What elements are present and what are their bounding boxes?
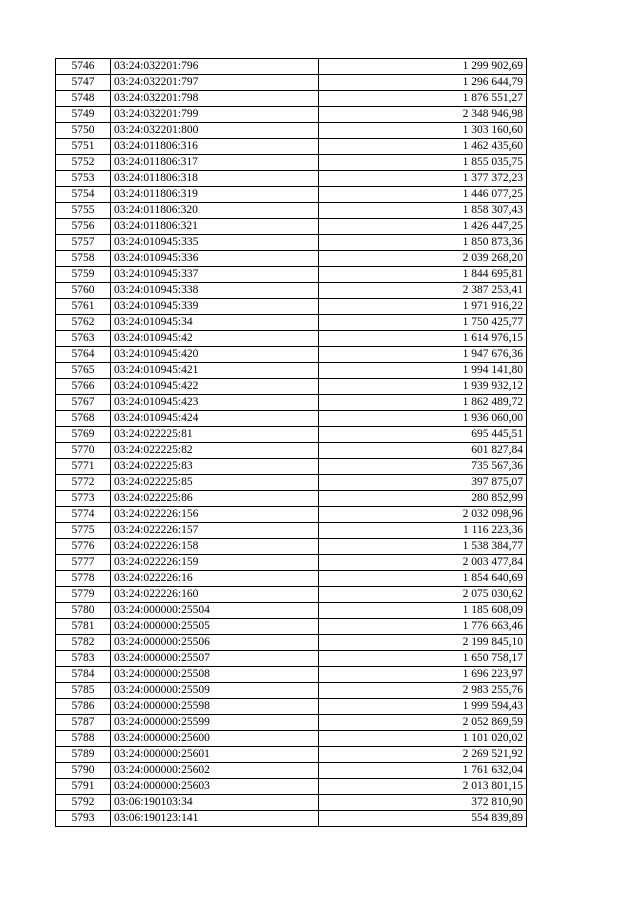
cadastral-number-cell: 03:24:000000:25506 (111, 635, 319, 651)
table-row (56, 331, 527, 347)
row-number-cell: 5774 (56, 507, 111, 523)
table-row (56, 235, 527, 251)
row-number-cell: 5755 (56, 203, 111, 219)
table-row (56, 107, 527, 123)
table-row (56, 731, 527, 747)
cadastral-number-cell: 03:24:022225:81 (111, 427, 319, 443)
row-number-cell: 5747 (56, 75, 111, 91)
cadastral-value-cell: 1 858 307,43 (319, 203, 527, 219)
cadastral-value-cell: 1 296 644,79 (319, 75, 527, 91)
cadastral-value-cell: 1 614 976,15 (319, 331, 527, 347)
cadastral-value-cell: 1 844 695,81 (319, 267, 527, 283)
row-number-cell: 5791 (56, 779, 111, 795)
table-row (56, 443, 527, 459)
table-row (56, 459, 527, 475)
cadastral-number-cell: 03:24:022226:158 (111, 539, 319, 555)
row-number-cell: 5776 (56, 539, 111, 555)
table-row (56, 747, 527, 763)
cadastral-number-cell: 03:06:190103:34 (111, 795, 319, 811)
table-row (56, 539, 527, 555)
cadastral-number-cell: 03:24:011806:318 (111, 171, 319, 187)
table-row (56, 667, 527, 683)
cadastral-number-cell: 03:24:011806:317 (111, 155, 319, 171)
row-number-cell: 5760 (56, 283, 111, 299)
table-row (56, 123, 527, 139)
row-number-cell: 5785 (56, 683, 111, 699)
row-number-cell: 5769 (56, 427, 111, 443)
cadastral-value-cell: 1 446 077,25 (319, 187, 527, 203)
cadastral-number-cell: 03:24:000000:25600 (111, 731, 319, 747)
cadastral-value-cell: 1 538 384,77 (319, 539, 527, 555)
cadastral-number-cell: 03:24:032201:797 (111, 75, 319, 91)
table-row (56, 203, 527, 219)
table-row (56, 683, 527, 699)
row-number-cell: 5784 (56, 667, 111, 683)
cadastral-number-cell: 03:24:022226:156 (111, 507, 319, 523)
table-row (56, 363, 527, 379)
table-row (56, 795, 527, 811)
cadastral-number-cell: 03:24:022225:83 (111, 459, 319, 475)
cadastral-value-cell: 2 348 946,98 (319, 107, 527, 123)
cadastral-value-cell: 280 852,99 (319, 491, 527, 507)
row-number-cell: 5782 (56, 635, 111, 651)
cadastral-number-cell: 03:24:010945:421 (111, 363, 319, 379)
cadastral-value-cell: 1 426 447,25 (319, 219, 527, 235)
table-row (56, 715, 527, 731)
cadastral-value-cell: 1 650 758,17 (319, 651, 527, 667)
table-row (56, 315, 527, 331)
table-row (56, 491, 527, 507)
cadastral-value-cell: 1 761 632,04 (319, 763, 527, 779)
cadastral-value-cell: 1 116 223,36 (319, 523, 527, 539)
row-number-cell: 5764 (56, 347, 111, 363)
row-number-cell: 5751 (56, 139, 111, 155)
cadastral-number-cell: 03:24:032201:799 (111, 107, 319, 123)
table-row (56, 475, 527, 491)
row-number-cell: 5788 (56, 731, 111, 747)
table-row (56, 603, 527, 619)
cadastral-number-cell: 03:06:190123:141 (111, 811, 319, 827)
table-row (56, 219, 527, 235)
cadastral-number-cell: 03:24:032201:800 (111, 123, 319, 139)
cadastral-number-cell: 03:24:022225:86 (111, 491, 319, 507)
cadastral-number-cell: 03:24:000000:25598 (111, 699, 319, 715)
cadastral-number-cell: 03:24:011806:319 (111, 187, 319, 203)
table-row (56, 699, 527, 715)
row-number-cell: 5771 (56, 459, 111, 475)
row-number-cell: 5753 (56, 171, 111, 187)
table-row (56, 299, 527, 315)
cadastral-value-cell: 1 876 551,27 (319, 91, 527, 107)
table-row (56, 155, 527, 171)
table-row (56, 139, 527, 155)
cadastral-number-cell: 03:24:000000:25599 (111, 715, 319, 731)
table-row (56, 283, 527, 299)
table-row (56, 379, 527, 395)
row-number-cell: 5790 (56, 763, 111, 779)
table-row (56, 187, 527, 203)
row-number-cell: 5761 (56, 299, 111, 315)
table-row (56, 171, 527, 187)
row-number-cell: 5756 (56, 219, 111, 235)
row-number-cell: 5765 (56, 363, 111, 379)
cadastral-value-cell: 1 936 060,00 (319, 411, 527, 427)
row-number-cell: 5793 (56, 811, 111, 827)
cadastral-value-table (55, 58, 527, 827)
cadastral-number-cell: 03:24:000000:25507 (111, 651, 319, 667)
cadastral-number-cell: 03:24:000000:25603 (111, 779, 319, 795)
row-number-cell: 5750 (56, 123, 111, 139)
row-number-cell: 5746 (56, 59, 111, 75)
row-number-cell: 5789 (56, 747, 111, 763)
cadastral-number-cell: 03:24:010945:42 (111, 331, 319, 347)
cadastral-number-cell: 03:24:010945:424 (111, 411, 319, 427)
cadastral-value-cell: 1 299 902,69 (319, 59, 527, 75)
row-number-cell: 5752 (56, 155, 111, 171)
table-row (56, 507, 527, 523)
table-row (56, 59, 527, 75)
table-row (56, 395, 527, 411)
cadastral-value-cell: 1 462 435,60 (319, 139, 527, 155)
cadastral-value-cell: 2 199 845,10 (319, 635, 527, 651)
row-number-cell: 5780 (56, 603, 111, 619)
cadastral-number-cell: 03:24:010945:337 (111, 267, 319, 283)
cadastral-number-cell: 03:24:022226:160 (111, 587, 319, 603)
cadastral-value-cell: 601 827,84 (319, 443, 527, 459)
cadastral-value-cell: 2 039 268,20 (319, 251, 527, 267)
row-number-cell: 5773 (56, 491, 111, 507)
table-row (56, 347, 527, 363)
cadastral-number-cell: 03:24:000000:25508 (111, 667, 319, 683)
cadastral-value-cell: 735 567,36 (319, 459, 527, 475)
cadastral-value-cell: 1 939 932,12 (319, 379, 527, 395)
cadastral-value-cell: 1 776 663,46 (319, 619, 527, 635)
table-row (56, 635, 527, 651)
row-number-cell: 5768 (56, 411, 111, 427)
cadastral-number-cell: 03:24:000000:25505 (111, 619, 319, 635)
cadastral-number-cell: 03:24:010945:336 (111, 251, 319, 267)
row-number-cell: 5762 (56, 315, 111, 331)
row-number-cell: 5777 (56, 555, 111, 571)
cadastral-number-cell: 03:24:010945:335 (111, 235, 319, 251)
cadastral-value-cell: 1 862 489,72 (319, 395, 527, 411)
cadastral-value-cell: 397 875,07 (319, 475, 527, 491)
cadastral-number-cell: 03:24:011806:320 (111, 203, 319, 219)
cadastral-value-cell: 1 855 035,75 (319, 155, 527, 171)
cadastral-number-cell: 03:24:010945:422 (111, 379, 319, 395)
row-number-cell: 5767 (56, 395, 111, 411)
cadastral-value-cell: 1 947 676,36 (319, 347, 527, 363)
cadastral-number-cell: 03:24:011806:316 (111, 139, 319, 155)
row-number-cell: 5757 (56, 235, 111, 251)
cadastral-value-cell: 1 101 020,02 (319, 731, 527, 747)
table-row (56, 75, 527, 91)
table-row (56, 555, 527, 571)
cadastral-value-cell: 1 850 873,36 (319, 235, 527, 251)
cadastral-number-cell: 03:24:022226:157 (111, 523, 319, 539)
cadastral-value-cell: 1 185 608,09 (319, 603, 527, 619)
cadastral-value-cell: 2 269 521,92 (319, 747, 527, 763)
cadastral-value-cell: 372 810,90 (319, 795, 527, 811)
cadastral-number-cell: 03:24:032201:798 (111, 91, 319, 107)
row-number-cell: 5779 (56, 587, 111, 603)
table-row (56, 587, 527, 603)
cadastral-value-cell: 1 696 223,97 (319, 667, 527, 683)
row-number-cell: 5766 (56, 379, 111, 395)
cadastral-value-cell: 2 075 030,62 (319, 587, 527, 603)
cadastral-number-cell: 03:24:010945:423 (111, 395, 319, 411)
cadastral-number-cell: 03:24:022226:16 (111, 571, 319, 587)
cadastral-number-cell: 03:24:000000:25602 (111, 763, 319, 779)
cadastral-value-cell: 2 387 253,41 (319, 283, 527, 299)
row-number-cell: 5749 (56, 107, 111, 123)
cadastral-number-cell: 03:24:022225:82 (111, 443, 319, 459)
cadastral-number-cell: 03:24:032201:796 (111, 59, 319, 75)
cadastral-number-cell: 03:24:022226:159 (111, 555, 319, 571)
table-row (56, 651, 527, 667)
table-row (56, 523, 527, 539)
cadastral-value-cell: 2 983 255,76 (319, 683, 527, 699)
cadastral-value-cell: 1 854 640,69 (319, 571, 527, 587)
table-row (56, 267, 527, 283)
row-number-cell: 5759 (56, 267, 111, 283)
row-number-cell: 5783 (56, 651, 111, 667)
table-row (56, 91, 527, 107)
row-number-cell: 5792 (56, 795, 111, 811)
row-number-cell: 5754 (56, 187, 111, 203)
table-row (56, 251, 527, 267)
cadastral-number-cell: 03:24:010945:420 (111, 347, 319, 363)
cadastral-number-cell: 03:24:011806:321 (111, 219, 319, 235)
cadastral-value-cell: 2 013 801,15 (319, 779, 527, 795)
table-body (56, 59, 527, 827)
table-row (56, 427, 527, 443)
table-row (56, 763, 527, 779)
row-number-cell: 5770 (56, 443, 111, 459)
cadastral-value-cell: 1 994 141,80 (319, 363, 527, 379)
cadastral-value-cell: 1 999 594,43 (319, 699, 527, 715)
cadastral-number-cell: 03:24:022225:85 (111, 475, 319, 491)
cadastral-value-cell: 2 003 477,84 (319, 555, 527, 571)
row-number-cell: 5748 (56, 91, 111, 107)
cadastral-value-cell: 1 971 916,22 (319, 299, 527, 315)
row-number-cell: 5772 (56, 475, 111, 491)
cadastral-value-cell: 554 839,89 (319, 811, 527, 827)
row-number-cell: 5781 (56, 619, 111, 635)
table-row (56, 571, 527, 587)
cadastral-value-cell: 2 032 098,96 (319, 507, 527, 523)
row-number-cell: 5787 (56, 715, 111, 731)
cadastral-number-cell: 03:24:010945:339 (111, 299, 319, 315)
cadastral-value-cell: 2 052 869,59 (319, 715, 527, 731)
cadastral-number-cell: 03:24:010945:338 (111, 283, 319, 299)
cadastral-number-cell: 03:24:000000:25601 (111, 747, 319, 763)
row-number-cell: 5778 (56, 571, 111, 587)
cadastral-number-cell: 03:24:000000:25504 (111, 603, 319, 619)
table-row (56, 411, 527, 427)
cadastral-value-cell: 1 303 160,60 (319, 123, 527, 139)
row-number-cell: 5758 (56, 251, 111, 267)
cadastral-number-cell: 03:24:000000:25509 (111, 683, 319, 699)
row-number-cell: 5775 (56, 523, 111, 539)
row-number-cell: 5786 (56, 699, 111, 715)
table-row (56, 811, 527, 827)
cadastral-number-cell: 03:24:010945:34 (111, 315, 319, 331)
table-row (56, 779, 527, 795)
cadastral-value-cell: 1 750 425,77 (319, 315, 527, 331)
cadastral-value-cell: 695 445,51 (319, 427, 527, 443)
table-row (56, 619, 527, 635)
row-number-cell: 5763 (56, 331, 111, 347)
cadastral-value-cell: 1 377 372,23 (319, 171, 527, 187)
